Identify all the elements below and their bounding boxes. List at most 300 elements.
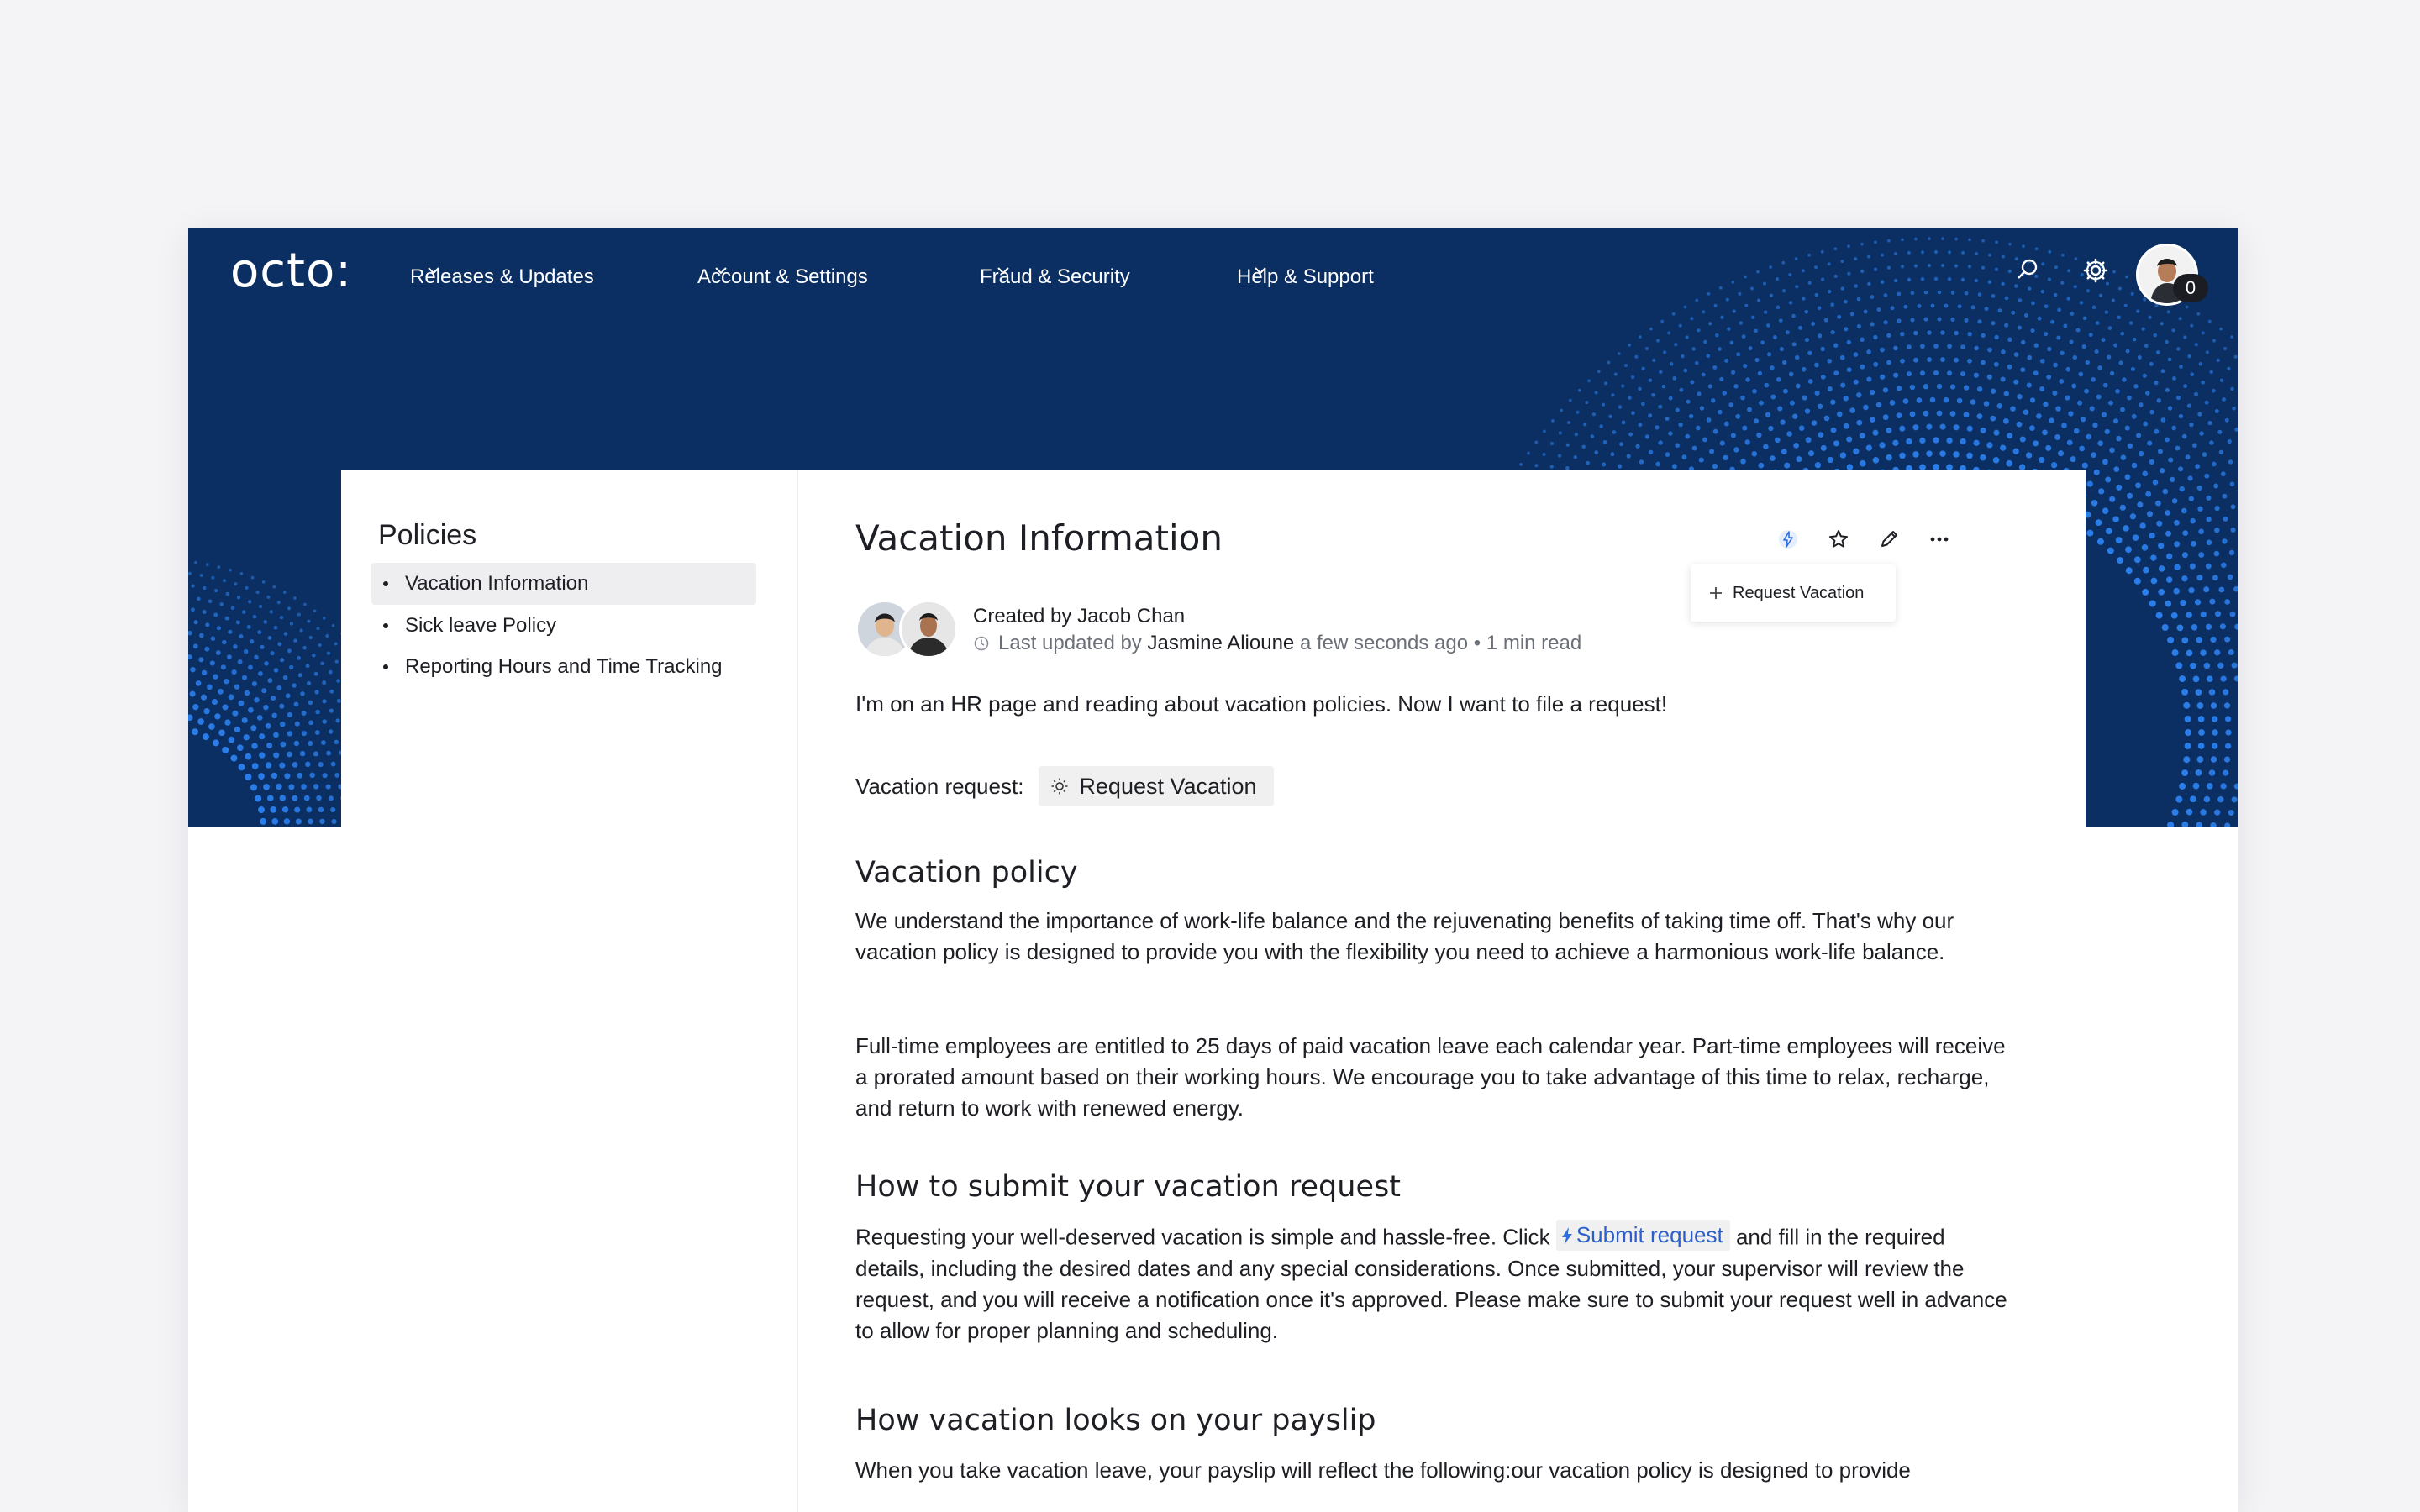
dot [2013,380,2018,385]
dot [2059,379,2064,384]
plus-icon [1707,585,1724,601]
dot [273,752,279,758]
dot [1733,447,1739,452]
updated-by[interactable]: Jasmine Alioune [1147,632,1295,654]
dot [1987,348,1992,353]
dot [307,681,311,685]
dot [2143,567,2149,574]
dot [1702,437,1707,442]
dot [2079,446,2085,452]
dot [313,751,318,756]
sidebar-item-label: Vacation Information [405,572,589,595]
dot [1997,403,2003,409]
dot [2178,466,2183,471]
dot [2231,504,2236,509]
dot [2159,565,2165,572]
dot [2207,675,2213,682]
dot [2132,414,2137,419]
dot [2120,505,2126,511]
dot [2160,468,2165,473]
dot [2179,365,2183,369]
dot [294,741,299,746]
dot [1900,332,1904,336]
dot [280,795,286,801]
dot [229,737,235,743]
dot [208,723,215,730]
dot [2165,437,2170,442]
dot [2013,449,2019,454]
dot [1906,438,1912,444]
dot [287,752,292,758]
dot [1821,375,1826,380]
dot [287,606,291,610]
dot [2227,367,2230,370]
dot [2156,612,2163,619]
dot [1793,443,1799,449]
dot [193,643,198,648]
dot [2092,423,2097,428]
dot [312,654,316,658]
submit-paragraph [855,1220,2015,1347]
dot [2039,457,2044,463]
dot [1984,401,1990,407]
nav-fraud-security[interactable] [980,262,1130,292]
dot [1655,462,1660,467]
dot [290,622,293,625]
dot [1847,340,1851,344]
dot [1786,431,1792,437]
dot [2109,496,2115,502]
request-vacation-label: Request Vacation [1733,583,1865,602]
dot [2006,460,2012,467]
dot [2225,729,2231,735]
dot [1970,399,1976,405]
dot [218,729,225,736]
edit-button[interactable] [1870,521,1907,558]
dot [2151,578,2158,585]
dot [2029,425,2035,431]
dot [2234,784,2238,790]
dot [2010,406,2016,412]
dot [2209,689,2216,696]
dot [1987,375,1992,380]
dot [302,646,307,650]
dot [198,657,203,662]
dot [1818,404,1823,409]
dot [1711,398,1715,402]
settings-button[interactable] [2082,257,2119,294]
dot [1718,347,1722,351]
dot [1628,433,1633,437]
dot [2113,344,2118,348]
dot [1770,455,1776,461]
dot [1758,371,1762,375]
dot [1645,434,1649,438]
dot [2233,586,2238,592]
dot [1708,322,1712,325]
nav-account-settings[interactable] [697,262,868,292]
dot [1527,452,1530,455]
dot [2234,355,2238,359]
dot [2098,488,2104,494]
dot [1937,411,1943,417]
dot [2181,575,2187,581]
dot [1712,365,1717,370]
request-vacation-menu-item[interactable] [1691,564,1896,622]
dot [2210,637,2216,643]
dot [2145,491,2151,497]
dot [197,718,204,725]
sidebar-item-vacation-information[interactable] [371,563,756,605]
dot [1622,421,1626,425]
dot [2007,365,2012,370]
dot [2197,507,2202,512]
dot [1831,330,1835,334]
dot [280,616,283,619]
dot [1689,414,1693,418]
dot [2108,401,2113,406]
dot [276,784,281,790]
updated-prefix: Last updated by [998,632,1142,654]
dot [270,651,274,655]
dot [1713,429,1718,434]
dot [2040,359,2045,364]
dot [2212,389,2216,393]
dot [334,740,339,745]
dot [203,733,209,740]
dot [1807,351,1812,355]
dot [1893,346,1898,351]
dot [2055,406,2060,411]
dot [1565,466,1569,470]
dot [1719,377,1723,381]
dot [211,636,216,641]
dot [2198,529,2204,535]
submit-text-before: Requesting your well-deserved vacation is simple and hassle-free. Click [855,1224,1550,1250]
dot [1718,410,1723,415]
dot [1731,370,1735,375]
dot [1947,370,1952,375]
dot [1608,415,1612,418]
dot [1886,428,1891,433]
dot [2173,588,2180,595]
dot [2170,477,2175,482]
dot [1827,359,1832,364]
nav-label: Releases & Updates [410,265,594,288]
dot [268,636,272,640]
dot [2231,528,2236,533]
dot [2125,546,2132,553]
submit-request-link[interactable] [1556,1220,1730,1251]
automation-button[interactable] [1770,521,1807,558]
dot [2183,335,2186,339]
dot [2174,564,2180,570]
app-window [188,228,2238,1512]
dot [1927,357,1932,362]
dot [245,753,251,760]
dot [2102,412,2107,417]
dot [1636,444,1640,449]
dot [2224,822,2230,827]
dot [1550,442,1554,445]
dot [226,592,229,596]
dot [2163,489,2169,495]
dot [297,656,301,660]
dot [1860,460,1866,467]
dot [1768,426,1773,431]
dot [2128,444,2133,449]
dot [1639,459,1644,464]
dot [1991,389,1996,394]
dot [302,731,307,736]
dot [2065,396,2070,401]
dot [325,634,329,638]
dot [1933,370,1939,375]
dot [305,762,310,767]
dot [216,650,221,655]
dot [2142,589,2149,596]
dot [2153,333,2156,337]
search-button[interactable] [2015,257,2052,294]
dot [190,667,195,672]
dot [1641,367,1644,370]
dot [2094,470,2100,475]
star-button[interactable] [1820,521,1857,558]
dot [2172,809,2179,816]
dot [221,664,226,669]
bullet-icon [383,581,388,586]
payslip-paragraph: When you take vacation leave, your payslip will reflect the following:our vacation policy is designed to provide [855,1457,1911,1483]
dot [1886,454,1892,461]
dot [1880,348,1885,353]
dot [1712,464,1718,469]
dot [287,648,292,653]
dot [2067,439,2073,445]
dot [2175,662,2182,669]
dot [1966,453,1973,459]
dot [1686,400,1690,404]
dot [2063,323,2067,328]
dot [1611,393,1614,396]
dot [236,620,240,624]
dot [239,701,245,706]
dot [214,589,218,592]
chevron-down-icon [713,262,729,279]
dot [1690,381,1694,385]
dot [1910,385,1915,390]
notification-count[interactable]: 0 [2173,274,2208,302]
dot [316,795,321,801]
dot [2086,360,2090,365]
dot [1756,433,1761,438]
dot [314,690,318,694]
dot [331,762,336,767]
dot [2181,637,2188,643]
dot [1566,444,1570,447]
nav-releases-updates[interactable] [410,262,594,292]
dot [2125,426,2130,431]
dot [2186,650,2193,657]
dot [1950,384,1955,389]
avatar[interactable] [899,600,958,659]
dot [2190,663,2196,669]
dot [2107,355,2111,360]
dot [2134,556,2141,563]
request-vacation-chip[interactable] [1039,766,1273,806]
sidebar-item-reporting-hours[interactable] [371,646,756,688]
dot [1899,453,1906,459]
dot [2175,796,2182,803]
dot [2017,394,2022,399]
dot [297,773,302,779]
dot [1575,433,1578,436]
dot [1856,392,1861,397]
dot [1856,420,1862,426]
dot [284,818,290,824]
dot [234,727,240,732]
dot [335,659,339,663]
dot [2172,376,2176,381]
dot [192,704,198,710]
dot [224,719,230,725]
dot [271,818,278,825]
dot [1645,347,1649,350]
dot [2179,675,2186,682]
dot [1981,333,1985,338]
dot [245,690,250,696]
dot [2113,418,2118,423]
dot [2150,554,2157,561]
sidebar-item-sick-leave-policy[interactable] [371,605,756,647]
dot [2206,564,2212,570]
dot [2224,599,2230,605]
dot [2204,796,2211,803]
dot [1736,352,1740,356]
dot [1604,381,1607,385]
dot [2091,452,2096,458]
star-icon [1827,528,1850,551]
dot [2212,339,2216,342]
dot [213,613,218,617]
dot [1706,354,1710,358]
dot [252,763,259,769]
dot [2171,328,2175,332]
dot [2068,411,2073,416]
dot [2186,809,2193,816]
dot [193,620,197,624]
dot [1953,451,1960,458]
dot [2091,500,2098,507]
dot [2181,689,2188,696]
dot [2153,480,2159,486]
more-button[interactable] [1921,521,1958,558]
dot [1831,428,1837,433]
dot [1780,419,1785,424]
dot [260,645,264,649]
dot [2202,452,2207,457]
dot [1697,328,1700,332]
dot [2199,431,2203,435]
avatar-image [902,602,955,656]
dot [1880,375,1885,380]
dot [1784,463,1790,469]
dot [2058,450,2064,456]
nav-help-support[interactable] [1237,262,1374,292]
dot [1614,372,1618,375]
dot [1954,424,1960,430]
dot [2232,663,2238,669]
dot [218,689,224,695]
dot [1777,406,1782,411]
dot [2149,601,2156,607]
dot [1682,454,1687,459]
dot [2165,531,2171,537]
dot [304,795,310,801]
dot [2086,530,2093,537]
dot [2183,702,2190,709]
sun-icon [1050,777,1069,795]
dot [1876,402,1882,408]
dot [2086,434,2091,440]
dot [318,643,321,647]
chevron-down-icon [425,262,442,279]
dot [218,565,221,569]
dot [1903,398,1909,404]
sidebar-title: Policies [378,519,477,551]
dot [1567,421,1570,424]
dot [1917,397,1923,403]
dot [1628,344,1631,347]
dot [2136,433,2141,438]
dot [1764,383,1769,388]
dot [2139,522,2145,528]
dot [2156,521,2162,527]
dot [206,563,209,566]
dot [294,807,300,813]
dot [244,649,249,654]
dot [2162,624,2169,631]
dot [259,733,265,739]
dot [228,630,232,634]
dot [2198,743,2205,749]
dot [1729,341,1733,345]
dot [2145,391,2149,395]
dot [1641,402,1645,406]
dot [2195,464,2200,469]
dot [254,655,259,660]
bullet-icon [383,623,388,628]
dot [258,806,265,813]
dot [266,723,271,729]
dot [2007,433,2012,438]
dot [255,795,261,802]
page-title: Vacation Information [855,517,1223,559]
dot [2030,328,2034,333]
dot [2090,406,2095,411]
dot [2149,459,2154,465]
dot [2185,716,2191,722]
logo[interactable]: octo: [230,244,353,298]
dot [284,773,290,779]
dot [2197,412,2202,417]
dot [239,764,245,770]
dot [2105,476,2111,482]
dot [2142,544,2149,551]
dot [2181,769,2188,776]
dot [2158,589,2165,596]
dot [1840,355,1845,360]
dot [2193,676,2200,683]
